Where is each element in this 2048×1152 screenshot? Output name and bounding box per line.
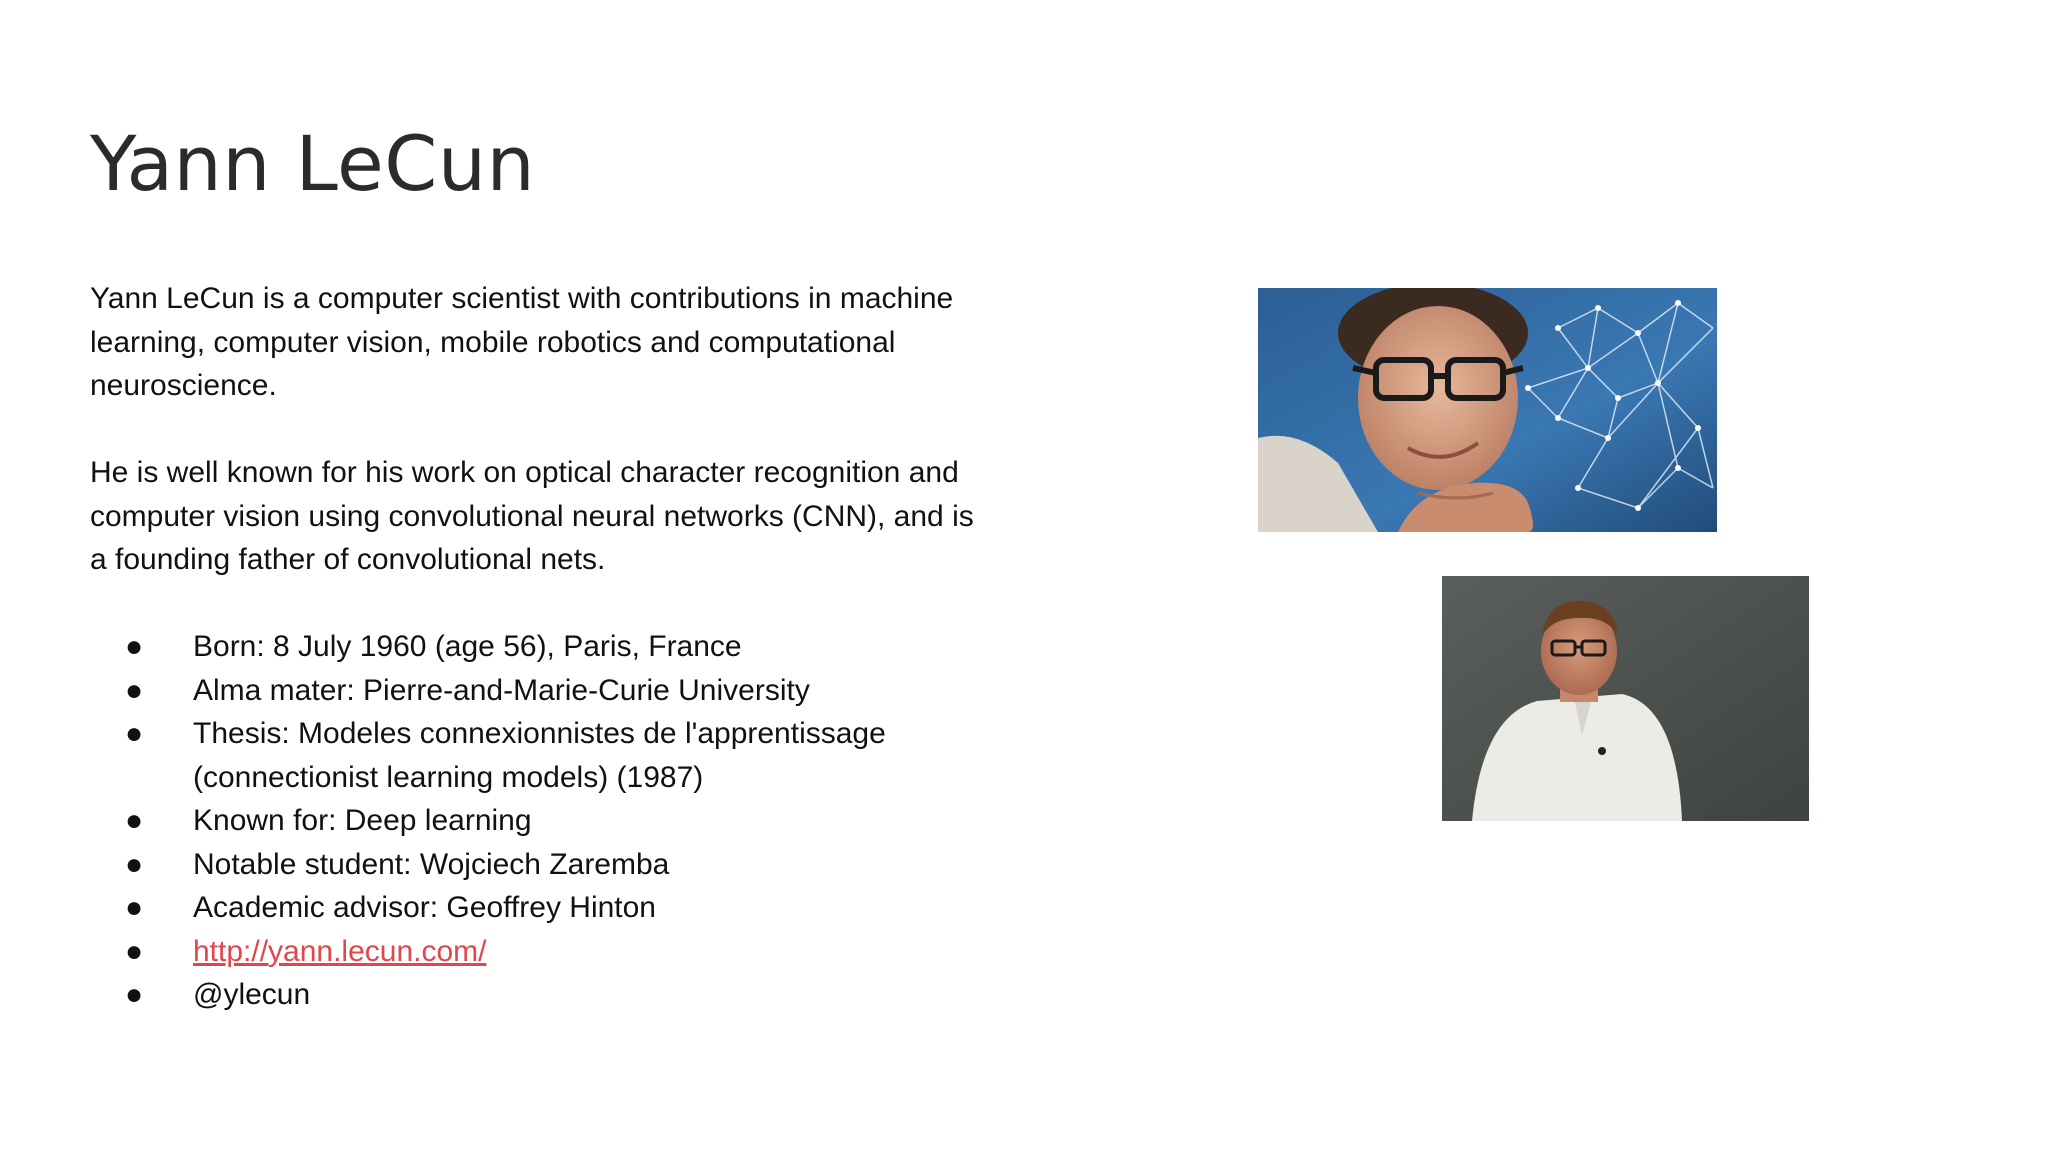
list-item <box>90 625 990 669</box>
intro-paragraph: Yann LeCun is a computer scientist with contributions in machine learning, computer vision, mobile robotics and computational neuroscience. <box>90 282 954 402</box>
bullet-icon: ● <box>125 804 144 837</box>
alma-mater-text: Alma mater: Pierre-and-Marie-Curie University <box>193 673 810 707</box>
list-item <box>90 669 990 713</box>
born-text: Born: 8 July 1960 (age 56), Paris, France <box>193 630 742 663</box>
thesis-text: Thesis: Modeles connexionnistes de l'apprentissage (connectionist learning models) (1987) <box>193 717 886 794</box>
twitter-handle-text: @ylecun <box>193 978 311 1011</box>
bullet-icon: ● <box>125 934 144 968</box>
advisor-text: Academic advisor: Geoffrey Hinton <box>193 891 656 924</box>
known-for-text: Known for: Deep learning <box>193 804 532 837</box>
bullet-icon: ● <box>125 630 144 663</box>
notable-student-text: Notable student: Wojciech Zaremba <box>193 847 670 881</box>
speaking-image <box>1442 576 1809 821</box>
list-item <box>90 973 990 1017</box>
slide-body <box>90 277 990 1017</box>
cnn-paragraph: He is well known for his work on optical character recognition and computer vision using convolutional neural networks (CNN), and is a founding father of convolutional nets. <box>90 456 974 576</box>
bullet-icon: ● <box>125 978 144 1011</box>
list-item <box>90 843 990 887</box>
list-item <box>90 712 990 799</box>
slide-title: Yann LeCun <box>90 119 536 208</box>
homepage-link[interactable]: http://yann.lecun.com/ <box>193 934 487 968</box>
bullet-icon: ● <box>125 673 144 707</box>
list-item <box>90 930 990 974</box>
list-item <box>90 886 990 930</box>
portrait-image <box>1258 288 1717 532</box>
bullet-icon: ● <box>125 717 144 750</box>
speaking-photo <box>1442 576 1809 821</box>
list-item <box>90 799 990 843</box>
bullet-icon: ● <box>125 891 144 924</box>
portrait-photo <box>1258 288 1717 532</box>
fact-list <box>90 625 990 1017</box>
bullet-icon: ● <box>125 847 144 881</box>
